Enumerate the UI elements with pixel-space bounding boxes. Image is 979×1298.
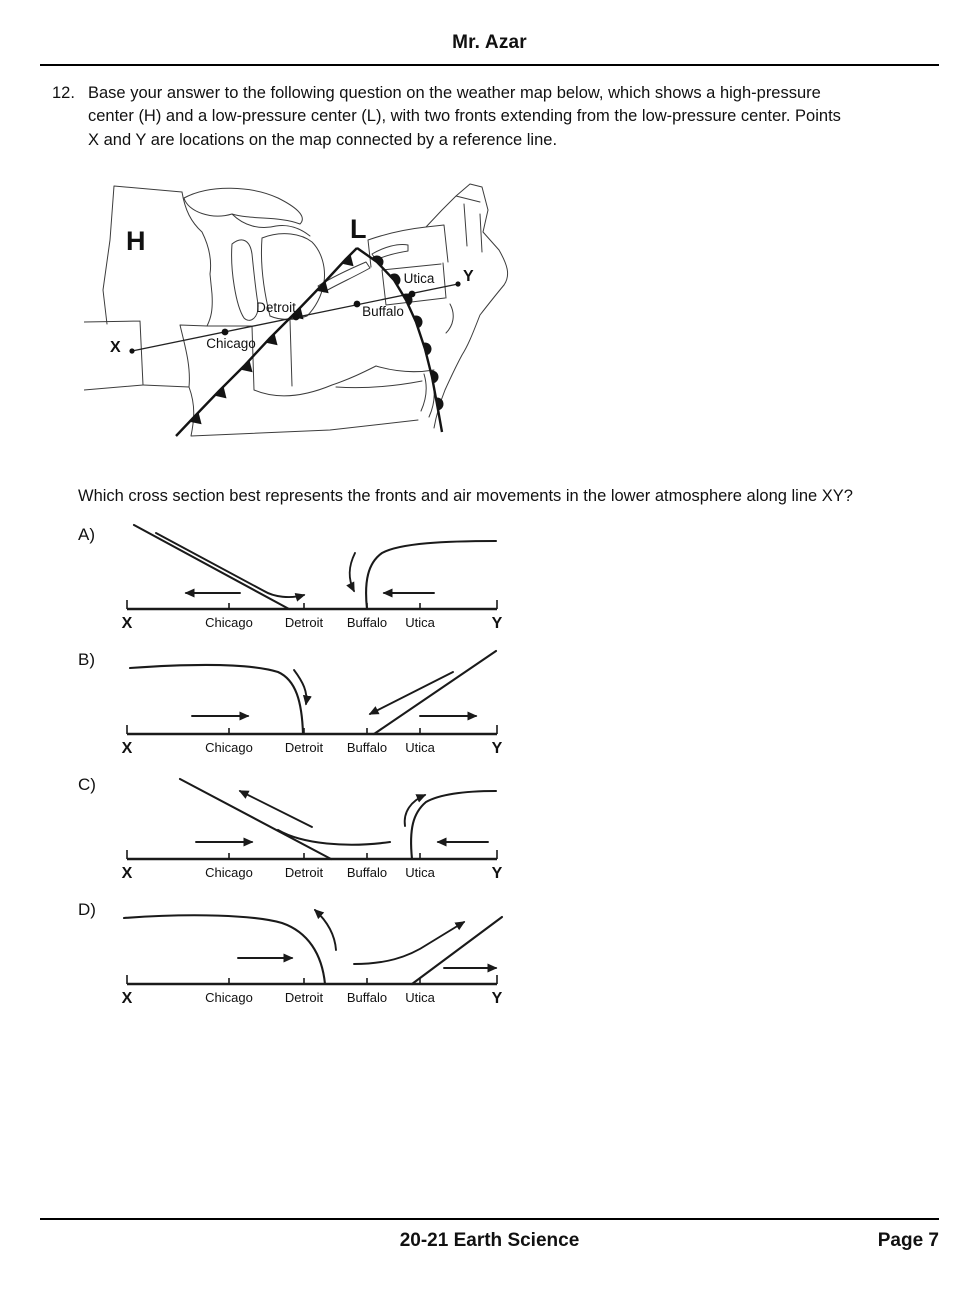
axis-ticks [127, 600, 497, 609]
axis-label-detroit: Detroit [284, 864, 324, 880]
lake-michigan [232, 240, 258, 320]
question-intro-text: Base your answer to the following question on the weather map below, which shows a high-pressure center (H) and a low-pressure center (L), with two fronts extending from the low-pressure center. Points X and Y are locations on the map connected by a reference line. [88, 84, 841, 149]
axis-label-x: X [121, 989, 133, 1007]
answer-option-b [78, 646, 979, 760]
footer-page-number: Page 7 [877, 1230, 939, 1251]
axis-label-buffalo: Buffalo [346, 989, 388, 1005]
footer-course-title: 20-21 Earth Science [399, 1230, 580, 1251]
high-pressure-label: H [126, 226, 146, 257]
weather-map [84, 174, 528, 464]
axis-label-chicago: Chicago [205, 739, 253, 755]
front-boundary-line [374, 651, 496, 734]
lake-ontario [372, 245, 408, 261]
cold-front [176, 248, 357, 436]
header-rule [40, 64, 939, 66]
airflow-arrow-up [405, 795, 425, 826]
question-block [52, 82, 979, 152]
cross-section-diagram-b [112, 646, 512, 760]
question-number: 12. [52, 84, 75, 102]
axis-label-chicago: Chicago [205, 864, 253, 880]
airflow-arrow-down [294, 670, 306, 704]
airflow-arrow-upslope [240, 791, 312, 827]
worksheet-page [0, 32, 979, 1298]
option-b-letter: B) [78, 649, 95, 669]
point-x-label: X [110, 339, 121, 357]
answer-option-a [78, 521, 979, 635]
axis-label-detroit: Detroit [284, 989, 324, 1005]
axis-ticks [127, 725, 497, 734]
utica-label: Utica [403, 271, 435, 287]
city-markers [129, 282, 460, 354]
front-boundary-line [130, 665, 303, 734]
axis-label-x: X [121, 739, 133, 757]
axis-label-detroit: Detroit [284, 614, 324, 630]
point-y-dot [455, 282, 460, 287]
axis-label-buffalo: Buffalo [346, 739, 388, 755]
point-x-dot [129, 349, 134, 354]
chicago-dot [222, 329, 229, 336]
axis-label-chicago: Chicago [205, 614, 253, 630]
footer-rule [40, 1218, 939, 1220]
axis-ticks [127, 975, 497, 984]
front-boundary-line [411, 791, 496, 859]
cross-section-diagram-a [112, 521, 512, 635]
option-d-letter: D) [78, 899, 96, 919]
axis-label-utica: Utica [405, 614, 435, 630]
axis-label-buffalo: Buffalo [346, 864, 388, 880]
axis-label-buffalo: Buffalo [346, 614, 388, 630]
point-y-label: Y [463, 268, 474, 286]
front-boundary-line [366, 541, 496, 609]
axis-label-y: Y [491, 989, 503, 1007]
detroit-label: Detroit [256, 300, 296, 316]
weather-map-figure [84, 174, 528, 469]
axis-label-x: X [121, 614, 133, 632]
axis-label-y: Y [491, 739, 503, 757]
lake-superior [184, 189, 302, 225]
axis-label-x: X [121, 864, 133, 882]
buffalo-label: Buffalo [362, 304, 404, 320]
page-title: Mr. Azar [452, 32, 527, 53]
front-boundary-line [180, 779, 331, 859]
axis-label-chicago: Chicago [205, 989, 253, 1005]
axis-label-y: Y [491, 864, 503, 882]
answer-option-c [78, 771, 979, 885]
lake-erie [318, 262, 370, 292]
cross-section-diagram-d [112, 896, 512, 1010]
answer-options [78, 521, 979, 1010]
question-prompt: Which cross section best represents the fronts and air movements in the lower atmosphere along line XY? [78, 487, 853, 506]
chicago-label: Chicago [206, 336, 256, 352]
front-boundary-line [278, 830, 390, 845]
front-boundary-line [134, 525, 289, 609]
axis-label-detroit: Detroit [284, 739, 324, 755]
low-pressure-label: L [350, 214, 367, 245]
page-footer [0, 1218, 979, 1258]
axis-label-utica: Utica [405, 989, 435, 1005]
airflow-arrow [156, 533, 304, 597]
airflow-arrow-up-left [315, 910, 336, 950]
axis-label-y: Y [491, 614, 503, 632]
utica-dot [409, 291, 416, 298]
front-boundary-line [124, 915, 325, 984]
buffalo-dot [354, 301, 361, 308]
answer-option-d [78, 896, 979, 1010]
airflow-arrow-down [350, 553, 355, 591]
axis-label-utica: Utica [405, 739, 435, 755]
option-a-letter: A) [78, 524, 95, 544]
cross-section-diagram-c [112, 771, 512, 885]
option-c-letter: C) [78, 774, 96, 794]
great-lakes [184, 189, 408, 321]
axis-ticks [127, 850, 497, 859]
axis-label-utica: Utica [405, 864, 435, 880]
